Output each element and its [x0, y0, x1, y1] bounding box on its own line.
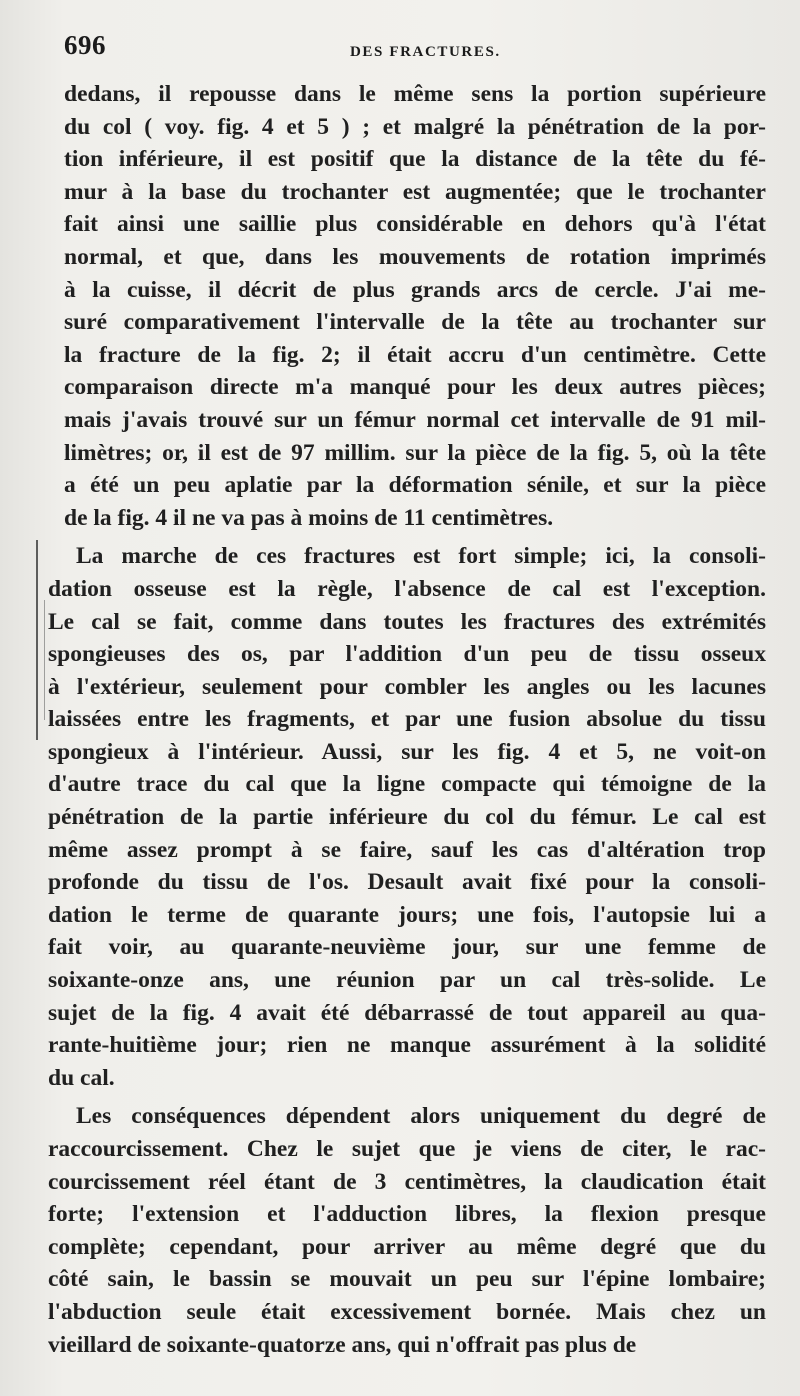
text-line: vieillard de soixante-quatorze ans, qui n'offrait pas plus de: [48, 1331, 637, 1358]
text-line: la fracture de la fig. 2; il était accru d'un centimètre. Cette: [64, 341, 766, 368]
text-line: comparaison directe m'a manqué pour les deux autres pièces;: [64, 374, 766, 401]
text-line: dation le terme de quarante jours; une fois, l'autopsie lui a: [48, 901, 766, 928]
text-line: rante-huitième jour; rien ne manque assurément à la solidité: [48, 1032, 766, 1059]
text-line: Le cal se fait, comme dans toutes les fractures des extrémités: [48, 608, 766, 635]
text-line: dation osseuse est la règle, l'absence de cal est l'exception.: [48, 575, 766, 602]
text-line: complète; cependant, pour arriver au même degré que du: [48, 1233, 766, 1260]
text-line: a été un peu aplatie par la déformation sénile, et sur la pièce: [64, 472, 766, 499]
text-line: limètres; or, il est de 97 millim. sur la pièce de la fig. 5, où la tête: [64, 439, 766, 466]
text-line: fait voir, au quarante-neuvième jour, sur une femme de: [48, 934, 766, 961]
text-line: mur à la base du trochanter est augmentée; que le trochanter: [64, 178, 766, 205]
paragraph: [48, 78, 766, 534]
text-line: laissées entre les fragments, et par une fusion absolue du tissu: [48, 706, 766, 733]
text-line: tion inférieure, il est positif que la distance de la tête du fé-: [64, 146, 766, 173]
margin-pencil-mark: [36, 540, 38, 740]
text-line: côté sain, le bassin se mouvait un peu sur l'épine lombaire;: [48, 1266, 766, 1293]
text-line: du cal.: [48, 1064, 115, 1091]
text-line: de la fig. 4 il ne va pas à moins de 11 centimètres.: [64, 504, 554, 531]
text-line: fait ainsi une saillie plus considérable en dehors qu'à l'état: [64, 211, 766, 238]
text-line: spongieux à l'intérieur. Aussi, sur les fig. 4 et 5, ne voit-on: [48, 738, 766, 765]
text-line: spongieuses des os, par l'addition d'un peu de tissu osseux: [48, 641, 766, 668]
text-line: l'abduction seule était excessivement bornée. Mais chez un: [48, 1298, 766, 1325]
margin-pencil-mark-secondary: [44, 600, 45, 720]
page-header: [64, 30, 760, 70]
text-line: du col ( voy. fig. 4 et 5 ) ; et malgré la pénétration de la por-: [64, 113, 766, 140]
text-line: sujet de la fig. 4 avait été débarrassé de tout appareil au qua-: [48, 999, 766, 1026]
text-line: même assez prompt à se faire, sauf les cas d'altération trop: [48, 836, 766, 863]
text-line: pénétration de la partie inférieure du col du fémur. Le cal est: [48, 804, 766, 831]
text-line: La marche de ces fractures est fort simple; ici, la consoli-: [76, 543, 766, 570]
text-line: dedans, il repousse dans le même sens la portion supérieure: [64, 81, 766, 107]
text-line: suré comparativement l'intervalle de la tête au trochanter sur: [64, 309, 766, 336]
text-line: forte; l'extension et l'adduction libres, la flexion presque: [48, 1201, 766, 1228]
text-line: mais j'avais trouvé sur un fémur normal cet intervalle de 91 mil-: [64, 406, 766, 433]
text-line: raccourcissement. Chez le sujet que je viens de citer, le rac-: [48, 1136, 766, 1162]
paragraph: [48, 1100, 766, 1361]
paragraph: [48, 540, 766, 1094]
text-line: d'autre trace du cal que la ligne compacte qui témoigne de la: [48, 771, 766, 798]
text-line: courcissement réel étant de 3 centimètres, la claudication était: [48, 1168, 766, 1195]
body-text: [48, 78, 766, 1361]
text-line: profonde du tissu de l'os. Desault avait fixé pour la consoli-: [48, 869, 766, 896]
text-line: à la cuisse, il décrit de plus grands arcs de cercle. J'ai me-: [64, 276, 766, 303]
text-line: à l'extérieur, seulement pour combler les angles ou les lacunes: [48, 673, 766, 700]
text-line: normal, et que, dans les mouvements de rotation imprimés: [64, 243, 766, 270]
text-line: Les conséquences dépendent alors uniquement du degré de: [76, 1103, 766, 1130]
page-number: 696: [64, 30, 106, 60]
running-title: DES FRACTURES.: [350, 44, 501, 60]
text-line: soixante-onze ans, une réunion par un cal très-solide. Le: [48, 967, 766, 994]
